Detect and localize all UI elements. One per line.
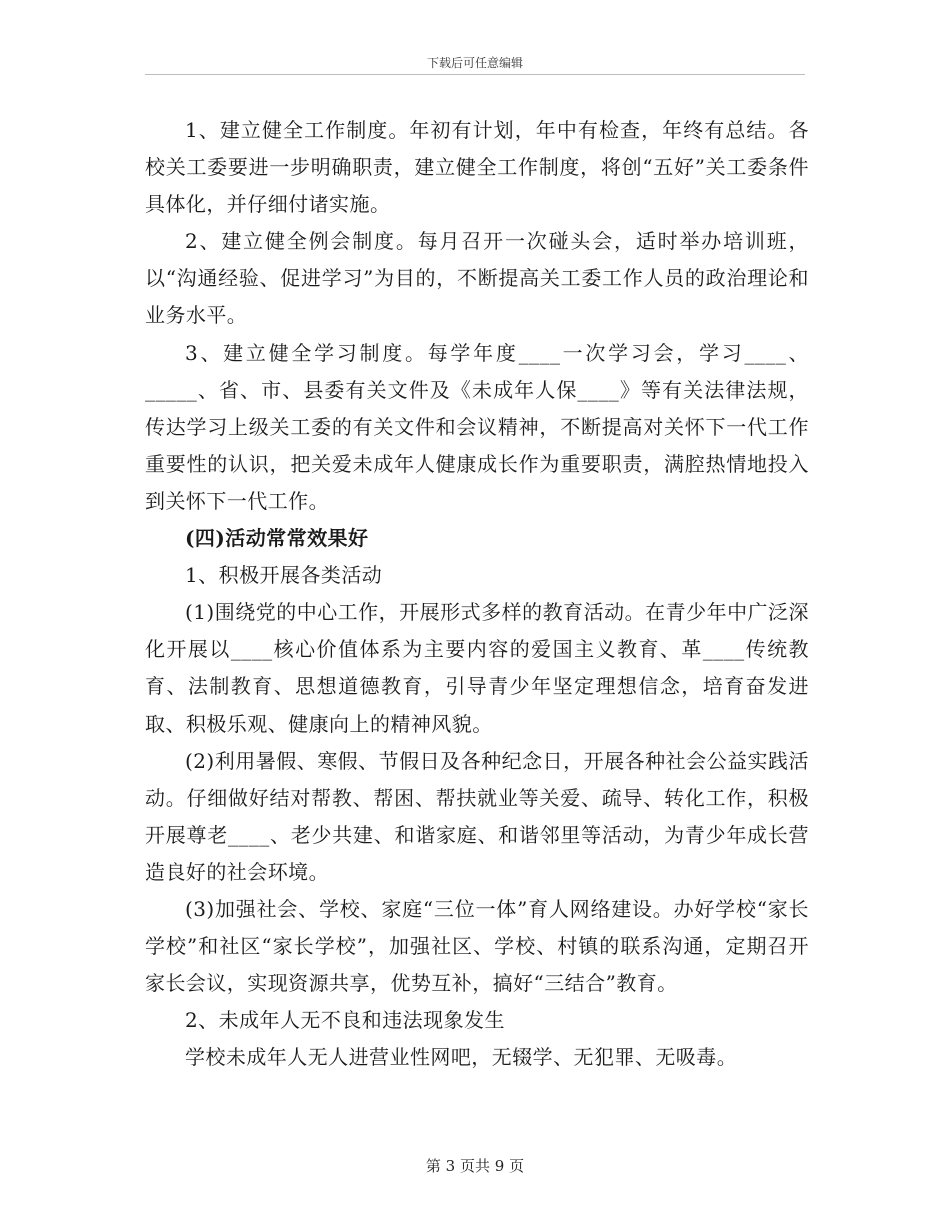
paragraph-study-system: 3、建立健全学习制度。每学年度____一次学习会，学习____、_____、省、市、县委有关文件及《未成年人保____》等有关法律法规，传达学习上级关工委的有关文件和会议精神，不断提高对关怀下一代工作重要性的认识，把关爱未成年人健康成长作为重要职责，满腔热情地投入到关怀下一代工作。 [145,340,809,513]
paragraph-no-misconduct: 学校未成年人无人进营业性网吧，无辍学、无犯罪、无吸毒。 [185,1045,738,1070]
paragraph-meeting-system: 2、建立健全例会制度。每月召开一次碰头会，适时举办培训班，以“沟通经验、促进学习”为目的，不断提高关工委工作人员的政治理论和业务水平。 [145,229,809,328]
paragraph-public-welfare: (2)利用暑假、寒假、节假日及各种纪念日，开展各种社会公益实践活动。仔细做好结对帮教、帮困、帮扶就业等关爱、疏导、转化工作，积极开展尊老____、老少共建、和谐家庭、和谐邻里等活动，为青少年成长营造良好的社会环境。 [145,748,809,884]
page-header: 下载后可任意编辑 [426,56,523,70]
paragraph-education-activities: (1)围绕党的中心工作，开展形式多样的教育活动。在青少年中广泛深化开展以____核心价值体系为主要内容的爱国主义教育、革____传统教育、法制教育、思想道德教育，引导青少年坚定理想信念，培育奋发进取、积极乐观、健康向上的精神风貌。 [145,600,809,736]
subheading-no-misconduct: 2、未成年人无不良和违法现象发生 [185,1008,505,1033]
header-rule [145,74,805,75]
page-footer: 第 3 页共 9 页 [425,1157,525,1175]
paragraph-work-system: 1、建立健全工作制度。年初有计划，年中有检查，年终有总结。各校关工委要进一步明确职责，建立健全工作制度，将创“五好”关工委条件具体化，并仔细付诸实施。 [145,118,809,217]
paragraph-network-building: (3)加强社会、学校、家庭“三位一体”育人网络建设。办好学校“家长学校”和社区“家长学校”，加强社区、学校、村镇的联系沟通，定期召开家长会议，实现资源共享，优势互补，搞好“三结合”教育。 [145,896,809,996]
document-body [145,112,809,1076]
subheading-activities: 1、积极开展各类活动 [185,563,383,588]
section-heading: (四)活动常常效果好 [185,526,369,551]
